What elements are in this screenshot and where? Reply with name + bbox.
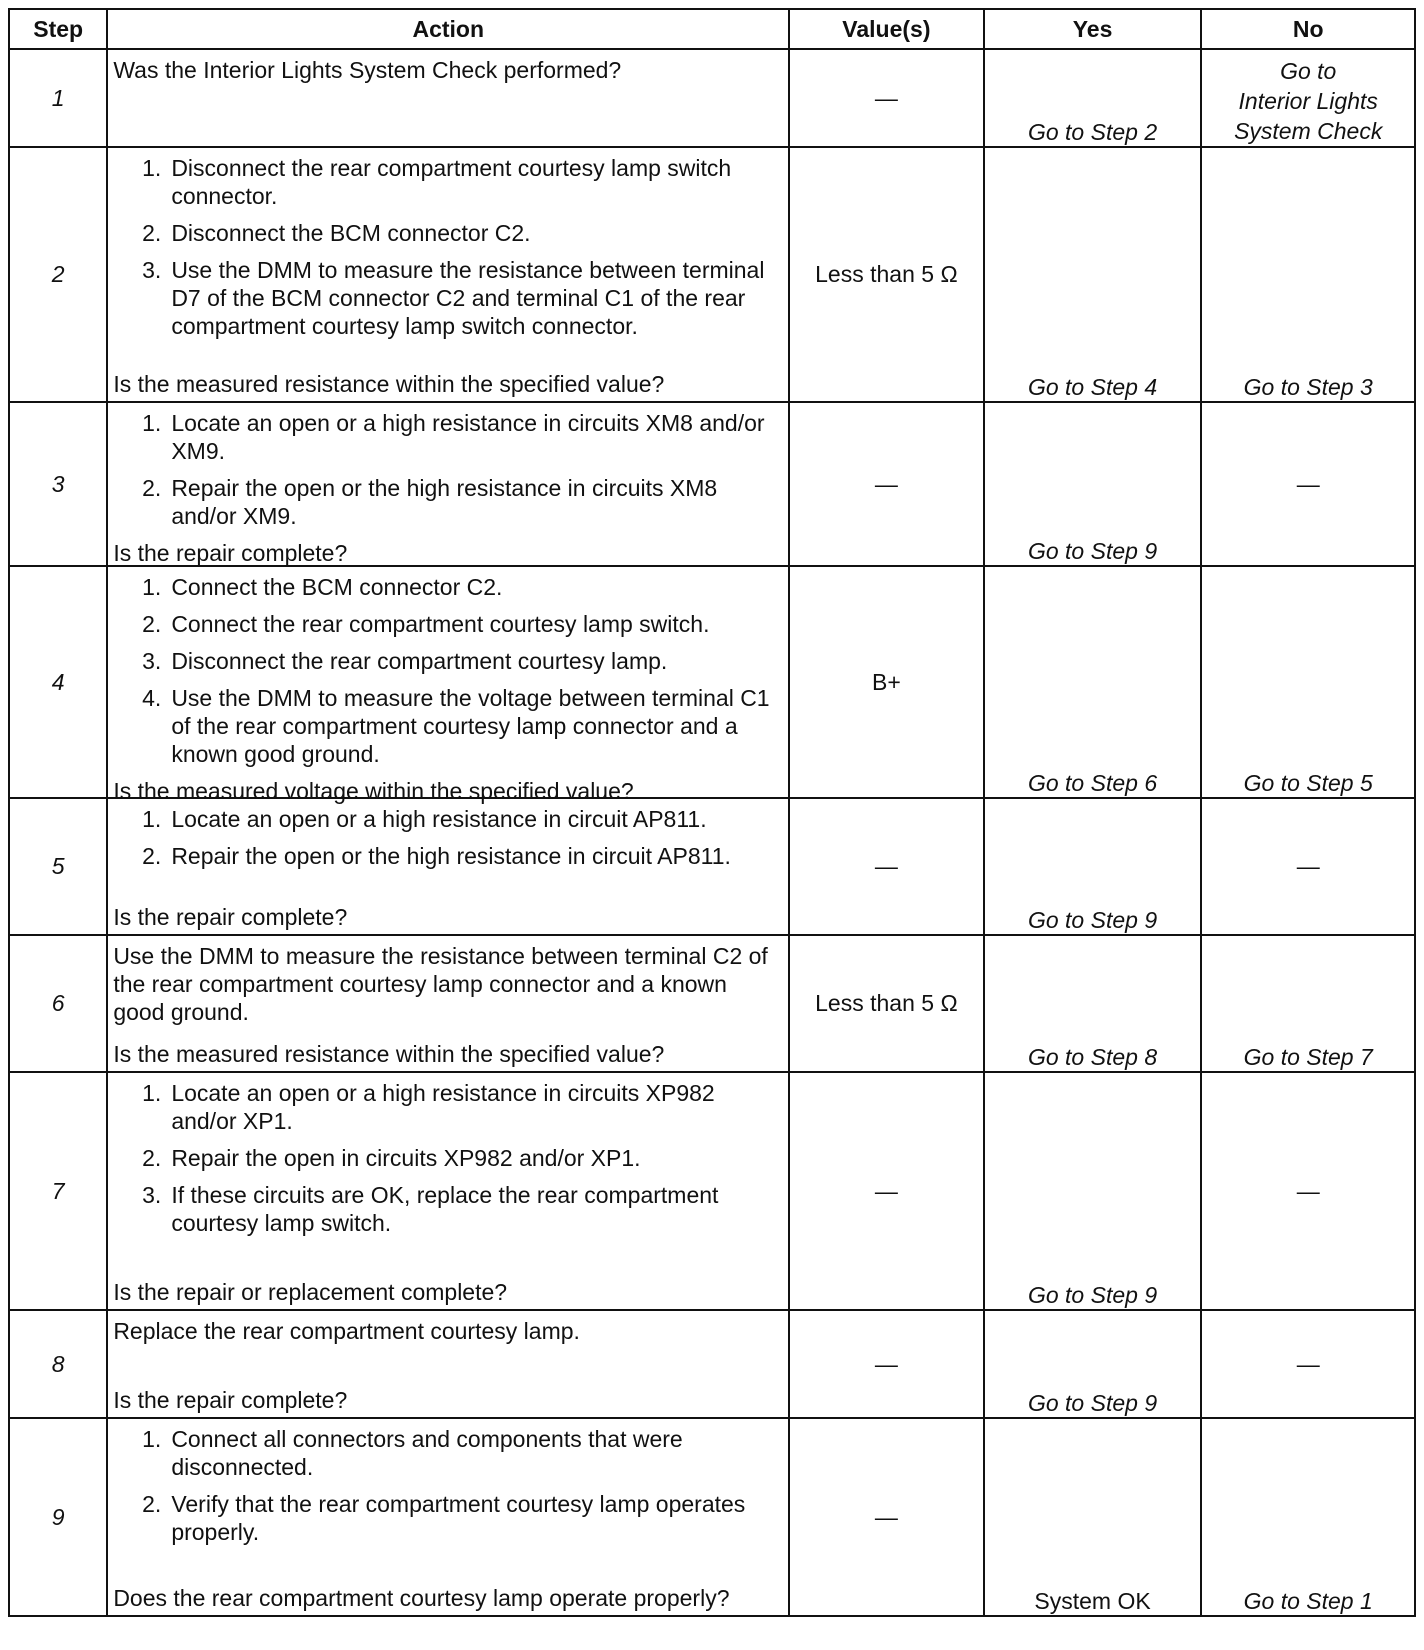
yes-cell: Go to Step 6	[984, 566, 1202, 798]
list-item: 1. Locate an open or a high resistance in circuits XM8 and/or XM9.	[142, 410, 765, 464]
action-cell	[107, 798, 789, 935]
list-item: 1. Connect all connectors and components that were disconnected.	[142, 1426, 683, 1480]
step-number: 9	[9, 1418, 107, 1616]
step-number: 3	[9, 402, 107, 566]
action-text: Use the DMM to measure the resistance between terminal C2 of the rear compartment courtesy lamp connector and a known good ground.	[113, 943, 768, 1025]
action-question: Is the measured resistance within the specified value?	[113, 1041, 665, 1067]
list-item: 3. Disconnect the rear compartment courtesy lamp.	[142, 648, 668, 674]
action-question: Is the measured voltage within the specified value?	[113, 778, 634, 804]
value-cell: —	[789, 1072, 984, 1310]
yes-cell: System OK	[984, 1418, 1202, 1616]
table-row	[9, 49, 1415, 147]
table-row	[9, 1418, 1415, 1616]
action-question: Does the rear compartment courtesy lamp operate properly?	[113, 1585, 730, 1611]
step-number: 6	[9, 935, 107, 1072]
value-cell: —	[789, 49, 984, 147]
action-question: Is the repair or replacement complete?	[113, 1279, 508, 1305]
action-cell	[107, 566, 789, 804]
action-cell	[107, 1072, 789, 1310]
header-action: Action	[107, 9, 789, 49]
value-cell: —	[789, 798, 984, 935]
no-cell	[1201, 49, 1415, 147]
yes-cell: Go to Step 9	[984, 1072, 1202, 1310]
list-item: 3. Use the DMM to measure the resistance between terminal D7 of the BCM connector C2 and terminal C1 of the rear compartment courtesy lamp switch connector.	[142, 257, 765, 339]
header-row	[9, 9, 1415, 49]
list-item: 2. Disconnect the BCM connector C2.	[142, 220, 531, 246]
step-number: 7	[9, 1072, 107, 1310]
step-number: 1	[9, 49, 107, 147]
table-row	[9, 566, 1415, 798]
action-cell	[107, 147, 789, 402]
header-no: No	[1201, 9, 1415, 49]
list-item: 1. Connect the BCM connector C2.	[142, 574, 503, 600]
value-cell: —	[789, 1418, 984, 1616]
value-cell: Less than 5 Ω	[789, 935, 984, 1072]
step-number: 2	[9, 147, 107, 402]
yes-cell: Go to Step 9	[984, 402, 1202, 566]
action-list	[113, 1079, 784, 1246]
value-cell: B+	[789, 566, 984, 798]
step-number: 8	[9, 1310, 107, 1418]
list-item: 2. Connect the rear compartment courtesy lamp switch.	[142, 611, 710, 637]
header-value: Value(s)	[789, 9, 984, 49]
action-text: Was the Interior Lights System Check performed?	[113, 57, 622, 83]
yes-cell: Go to Step 8	[984, 935, 1202, 1072]
action-cell	[107, 1310, 789, 1418]
list-item: 2. Repair the open or the high resistance in circuits XM8 and/or XM9.	[142, 475, 718, 529]
action-question: Is the repair complete?	[113, 904, 348, 930]
table-row	[9, 1310, 1415, 1418]
no-cell: —	[1201, 798, 1415, 935]
no-reference-link[interactable]: Interior Lights System Check	[1234, 88, 1383, 144]
no-cell: Go to Step 5	[1201, 566, 1415, 798]
list-item: 1. Locate an open or a high resistance in circuits XP982 and/or XP1.	[142, 1080, 715, 1134]
list-item: 1. Disconnect the rear compartment courtesy lamp switch connector.	[142, 155, 732, 209]
yes-cell: Go to Step 9	[984, 798, 1202, 935]
no-cell: —	[1201, 402, 1415, 566]
yes-cell: Go to Step 4	[984, 147, 1202, 402]
value-cell: Less than 5 Ω	[789, 147, 984, 402]
list-item: 4. Use the DMM to measure the voltage between terminal C1 of the rear compartment courtesy lamp connector and a known good ground.	[142, 685, 770, 767]
no-cell: Go to Step 7	[1201, 935, 1415, 1072]
action-list	[113, 154, 784, 349]
action-cell	[107, 935, 789, 1072]
step-number: 5	[9, 798, 107, 935]
table-row	[9, 1072, 1415, 1310]
no-prefix: Go to	[1280, 58, 1337, 84]
action-question: Is the measured resistance within the specified value?	[113, 371, 665, 397]
action-cell	[107, 402, 789, 566]
action-list	[113, 1425, 784, 1555]
list-item: 2. Verify that the rear compartment courtesy lamp operates properly.	[142, 1491, 746, 1545]
value-cell: —	[789, 1310, 984, 1418]
diagnostic-table	[8, 8, 1416, 1617]
table-row	[9, 935, 1415, 1072]
no-cell: —	[1201, 1310, 1415, 1418]
header-step: Step	[9, 9, 107, 49]
action-text: Replace the rear compartment courtesy lamp.	[113, 1318, 580, 1344]
header-yes: Yes	[984, 9, 1202, 49]
yes-cell: Go to Step 9	[984, 1310, 1202, 1418]
action-list	[113, 573, 784, 777]
action-question: Is the repair complete?	[113, 1387, 348, 1413]
list-item: 1. Locate an open or a high resistance in circuit AP811.	[142, 806, 707, 832]
no-cell: Go to Step 3	[1201, 147, 1415, 402]
action-list	[113, 805, 784, 879]
list-item: 2. Repair the open in circuits XP982 and/or XP1.	[142, 1145, 641, 1171]
action-list	[113, 409, 784, 539]
list-item: 3. If these circuits are OK, replace the rear compartment courtesy lamp switch.	[142, 1182, 719, 1236]
list-item: 2. Repair the open or the high resistance in circuit AP811.	[142, 843, 731, 869]
action-cell	[107, 49, 789, 147]
no-cell: —	[1201, 1072, 1415, 1310]
step-number: 4	[9, 566, 107, 798]
yes-cell: Go to Step 2	[984, 49, 1202, 147]
action-cell	[107, 1418, 789, 1616]
no-cell: Go to Step 1	[1201, 1418, 1415, 1616]
table-row	[9, 147, 1415, 402]
table-row	[9, 402, 1415, 566]
value-cell: —	[789, 402, 984, 566]
table-row	[9, 798, 1415, 935]
action-question: Is the repair complete?	[113, 540, 348, 566]
